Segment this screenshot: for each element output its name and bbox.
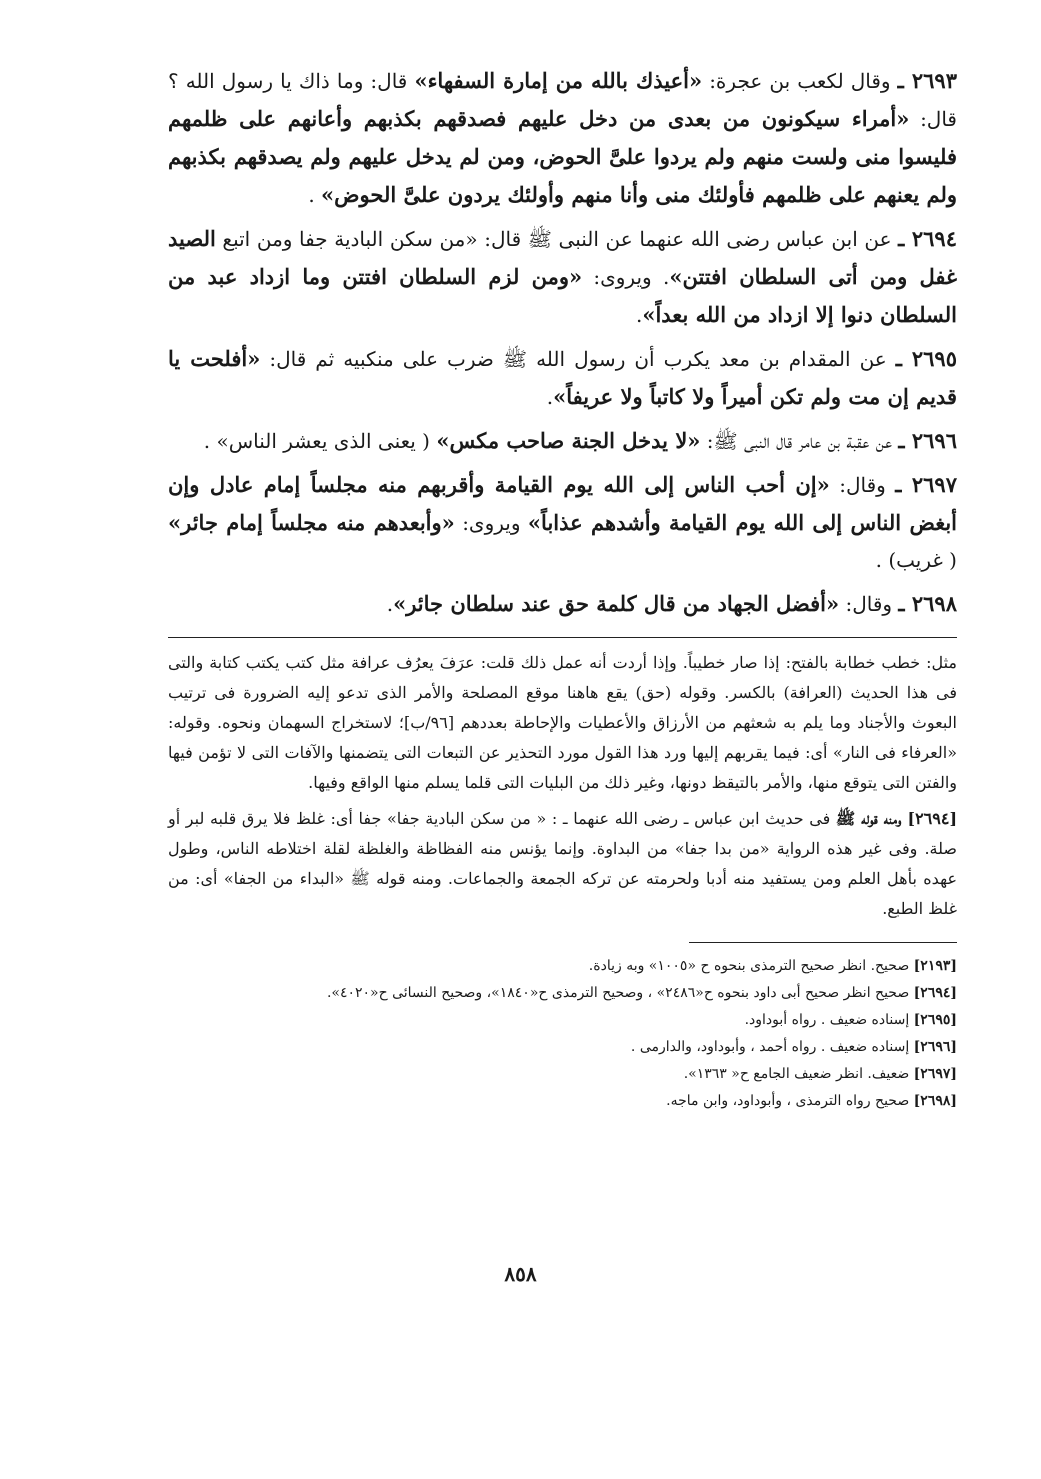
footnote-text: إسناده ضعيف . رواه أحمد ، وأبوداود، والدارمى . xyxy=(630,1039,914,1055)
hadith-text: ( غريب) . xyxy=(875,548,957,572)
footnote-text: إسناده ضعيف . رواه أبوداود. xyxy=(744,1012,914,1028)
hadith-text: عن المقدام بن معد يكرب أن رسول الله ﷺ ضرب على منكبيه ثم قال: xyxy=(260,347,896,371)
hadith-number-marker: ـ xyxy=(895,472,912,497)
hadith-paragraph xyxy=(168,585,957,623)
hadith-paragraph xyxy=(168,466,957,579)
hadith-text: وقال لكعب بن عجرة: xyxy=(702,69,898,93)
hadith-text: عن عقبة بن عامر قال النبى ﷺ: xyxy=(700,429,899,453)
page-number: ٨٥٨ xyxy=(504,1262,537,1286)
footnotes-section xyxy=(168,953,957,1115)
footnote xyxy=(168,980,957,1007)
hadith-paragraph xyxy=(168,220,957,334)
hadith-text: . xyxy=(308,183,322,207)
hadith-paragraph xyxy=(168,422,957,460)
footnote-number: [٢٦٩٥] xyxy=(913,1012,957,1028)
hadith-text-quote: «أفلحت يا قديم إن مت ولم تكن أميراً ولا كاتباً ولا عريفاً» xyxy=(168,346,957,409)
hadith-number-marker: ـ xyxy=(898,591,912,616)
hadith-number: ٢٦٩٤ xyxy=(911,226,957,251)
hadith-text: ويروى: xyxy=(454,511,528,535)
hadith-number: ٢٦٩٨ xyxy=(911,591,957,616)
footnote-number: [٢٦٩٨] xyxy=(913,1093,957,1109)
hadith-number-marker: ـ xyxy=(897,68,912,93)
footnote xyxy=(168,953,957,980)
footnote-divider xyxy=(689,942,957,943)
hadith-text: ( يعنى الذى يعشر الناس» . xyxy=(203,429,437,453)
footnote xyxy=(168,1061,957,1088)
footnote xyxy=(168,1034,957,1061)
commentary-paragraph xyxy=(168,804,957,924)
footnote-text: صحيح. انظر صحيح الترمذى بنحوه ح «١٠٠٥» وبه زيادة. xyxy=(588,958,914,974)
footnote-number: [٢١٩٣] xyxy=(913,958,957,974)
hadith-text: . xyxy=(635,303,643,327)
footnote-text: صحيح رواه الترمذى ، وأبوداود، وابن ماجه. xyxy=(666,1093,914,1109)
hadith-number: ٢٦٩٣ xyxy=(911,68,957,93)
hadith-number: ٢٦٩٦ xyxy=(911,428,957,453)
hadith-text-quote: «ومن لزم السلطان افتتن وما ازداد عبد من السلطان دنوا إلا ازداد من الله بعداً» xyxy=(168,264,957,327)
hadith-text-quote: «أفضل الجهاد من قال كلمة حق عند سلطان جائر» xyxy=(393,591,840,616)
footnote-text: صحيح انظر صحيح أبى داود بنحوه ح«٢٤٨٦» ، وصحيح الترمذى ح«١٨٤٠»، وصحيح النسائى ح«٤٠٢٠». xyxy=(326,985,914,1001)
hadith-number-marker: ـ xyxy=(898,428,912,453)
hadith-text: . xyxy=(546,385,554,409)
hadith-text: . xyxy=(386,592,394,616)
hadith-text-quote: «إن أحب الناس إلى الله يوم القيامة وأقربهم منه مجلساً إمام عادل وإن أبغض الناس إلى الله يوم القيامة وأشدهم عذاباً» xyxy=(168,472,958,535)
hadith-text: قال: وما ذاك يا رسول الله ؟ قال: xyxy=(168,69,957,131)
hadith-paragraph xyxy=(168,62,957,214)
hadith-text: وقال: xyxy=(829,473,896,497)
hadith-number-marker: ـ xyxy=(898,226,912,251)
footnote-number: [٢٦٩٤] xyxy=(913,985,957,1001)
hadith-text-quote: «أعيذك بالله من إمارة السفهاء» xyxy=(414,68,703,93)
footnote xyxy=(168,1007,957,1034)
hadith-text-quote: «لا يدخل الجنة صاحب مكس» xyxy=(436,428,701,453)
hadith-text-quote: الصيد غفل ومن أتى السلطان افتتن» xyxy=(168,226,957,289)
footnote-number: [٢٦٩٧] xyxy=(913,1066,957,1082)
footnote xyxy=(168,1088,957,1115)
commentary-section xyxy=(168,648,957,924)
commentary-paragraph xyxy=(168,648,957,798)
commentary-text: فى حديث ابن عباس ـ رضى الله عنهما ـ : « من سكن البادية جفا» جفا أى: غلظ فلا يرق قلبه لبر أو صلة. وفى غير هذه الرواية «من بدا جفا» من البداوة. وإنما يؤنس منه الفظاظة والغلظة لقلة اختلاطه الناس، وطول عهده بأهل العلم ومن يستفيد منه أدبا ولحرمته عن تركه الجمعة والجماعات. ومنه قوله ﷺ «البداء من الجفا» أى: من غلظ الطبع. xyxy=(168,809,957,918)
commentary-divider xyxy=(168,637,957,638)
hadith-number: ٢٦٩٧ xyxy=(911,472,957,497)
footnote-number: [٢٦٩٦] xyxy=(913,1039,957,1055)
commentary-heading: [٢٦٩٤] ومنه قوله ﷺ xyxy=(835,809,958,828)
hadith-text-quote: «أمراء سيكونون من بعدى من دخل عليهم فصدقهم بكذبهم وأعانهم على ظلمهم فليسوا منى ولست منهم ولم يردوا علىَّ الحوض، ومن لم يدخل عليهم ولم يصدقهم بكذبهم ولم يعنهم على ظلمهم فأولئك منى وأنا منهم وأولئك يردون علىَّ الحوض» xyxy=(168,106,957,207)
hadith-list xyxy=(168,62,957,623)
hadith-text: وقال: xyxy=(839,592,899,616)
footnote-text: ضعيف. انظر ضعيف الجامع ح« ١٣٦٣». xyxy=(683,1066,914,1082)
hadith-text-quote: «وأبعدهم منه مجلساً إمام جائر» xyxy=(168,510,455,535)
hadith-text: عن ابن عباس رضى الله عنهما عن النبى ﷺ قال: «من سكن البادية جفا ومن اتبع xyxy=(215,227,899,251)
hadith-number-marker: ـ xyxy=(895,346,912,371)
hadith-paragraph xyxy=(168,340,957,416)
hadith-number: ٢٦٩٥ xyxy=(911,346,957,371)
hadith-text: . ويروى: xyxy=(582,265,670,289)
commentary-text: مثل: خطب خطابة بالفتح: إذا صار خطيباً. وإذا أردت أنه عمل ذلك قلت: عرَفَ يعرُف عرافة مثل كتب يكتب كتابة والتى فى هذا الحديث (العرافة) بالكسر. وقوله (حق) يقع هاهنا موقع المصلحة والأمر الذى تدعو إليه الضرورة فى ترتيب البعوث والأجناد وما يلم به شعثهم من الأرزاق والأعطيات والإحاطة بعددهم [٩٦/ب]؛ لاستخراج السهمان ونحوه. وقوله: «العرفاء فى النار» أى: فيما يقربهم إليها ورد هذا القول مورد التحذير عن التبعات التى يتضمنها والآفات التى لا تؤمن فيها والفتن التى يتوقع منها، والأمر بالتيقظ دونها، وغير ذلك من البليات التى قلما يسلم منها الواقع وفيها. xyxy=(168,653,958,792)
